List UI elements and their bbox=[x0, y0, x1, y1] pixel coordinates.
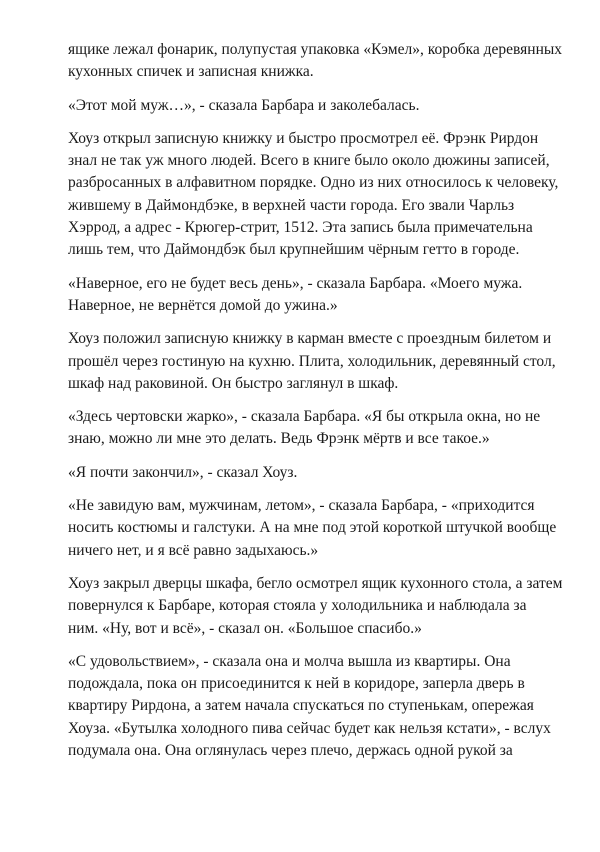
text-line: прошёл через гостиную на кухню. Плита, холодильник, деревянный стол, bbox=[68, 352, 556, 370]
text-line: Хэррод, а адрес - Крюгер-стрит, 1512. Эта запись была примечательна bbox=[68, 219, 533, 237]
text-line: квартиру Рирдона, а затем начала спускаться по ступенькам, опережая bbox=[68, 697, 534, 715]
paragraph-1 bbox=[68, 39, 564, 84]
text-line: «Не завидую вам, мужчинам, летом», - сказала Барбара, - «приходится bbox=[68, 497, 535, 515]
text-line: ним. «Ну, вот и всё», - сказал он. «Большое спасибо.» bbox=[68, 619, 422, 637]
text-line: жившему в Даймондбэке, в верхней части города. Его звали Чарльз bbox=[68, 196, 515, 214]
text-line: Хоуз положил записную книжку в карман вместе с проездным билетом и bbox=[68, 330, 552, 348]
paragraph-10 bbox=[68, 651, 564, 762]
text-line: «С удовольствием», - сказала она и молча вышла из квартиры. Она bbox=[68, 652, 511, 670]
text-line: «Этот мой муж…», - сказала Барбара и заколебалась. bbox=[68, 96, 420, 114]
paragraph-2 bbox=[68, 95, 564, 117]
paragraph-3 bbox=[68, 128, 564, 262]
text-line: подождала, пока он присоединится к ней в коридоре, заперла дверь в bbox=[68, 675, 525, 693]
text-line: знаю, можно ли мне это делать. Ведь Фрэнк мёртв и все такое.» bbox=[68, 430, 490, 448]
text-line: Наверное, не вернётся домой до ужина.» bbox=[68, 296, 338, 314]
text-line: кухонных спичек и записная книжка. bbox=[68, 63, 314, 81]
paragraph-7 bbox=[68, 462, 564, 484]
paragraph-8 bbox=[68, 495, 564, 562]
text-line: знал не так уж много людей. Всего в книге было около дюжины записей, bbox=[68, 152, 550, 170]
text-line: лишь тем, что Даймондбэк был крупнейшим чёрным гетто в городе. bbox=[68, 241, 520, 259]
text-line: носить костюмы и галстуки. А на мне под этой короткой штучкой вообще bbox=[68, 519, 557, 537]
paragraph-6 bbox=[68, 406, 564, 451]
text-line: ящике лежал фонарик, полупустая упаковка «Кэмел», коробка деревянных bbox=[68, 41, 563, 58]
text-line: «Я почти закончил», - сказал Хоуз. bbox=[68, 463, 298, 481]
paragraph-5 bbox=[68, 328, 564, 395]
text-line: «Наверное, его не будет весь день», - сказала Барбара. «Моего мужа. bbox=[68, 274, 523, 292]
text-line: Хоуз открыл записную книжку и быстро просмотрел её. Фрэнк Рирдон bbox=[68, 129, 539, 147]
text-line: шкаф над раковиной. Он быстро заглянул в шкаф. bbox=[68, 374, 399, 392]
text-line: Хоуз закрыл дверцы шкафа, бегло осмотрел ящик кухонного стола, а затем bbox=[68, 574, 563, 592]
text-line: подумала она. Она оглянулась через плечо, держась одной рукой за bbox=[68, 742, 513, 760]
text-line: «Здесь чертовски жарко», - сказала Барбара. «Я бы открыла окна, но не bbox=[68, 408, 541, 426]
text-line: разбросанных в алфавитном порядке. Одно из них относилось к человеку, bbox=[68, 174, 559, 192]
text-line: ничего нет, и я всё равно задыхаюсь.» bbox=[68, 541, 319, 559]
paragraph-4 bbox=[68, 273, 564, 318]
paragraph-9 bbox=[68, 573, 564, 640]
text-line: Хоуза. «Бутылка холодного пива сейчас будет как нельзя кстати», - вслух bbox=[68, 719, 551, 737]
text-line: повернулся к Барбаре, которая стояла у холодильника и наблюдала за bbox=[68, 597, 527, 615]
